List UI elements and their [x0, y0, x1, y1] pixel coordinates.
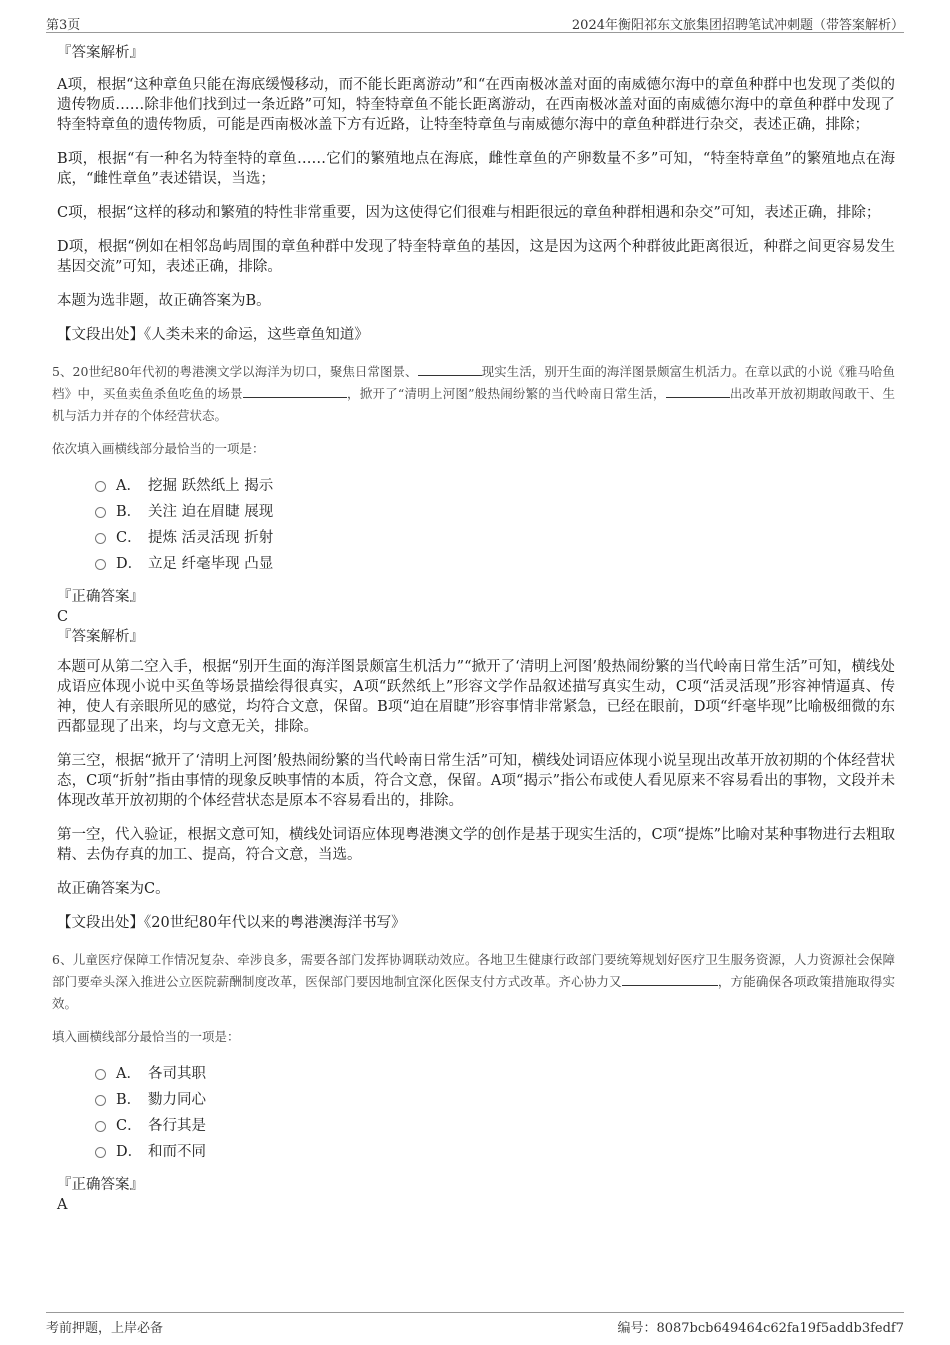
- option-text: 和而不同: [148, 1144, 206, 1160]
- option-text: 关注 迫在眉睫 展现: [148, 504, 274, 520]
- option-letter: B．: [116, 504, 142, 520]
- stem-text: 现实生活，别开生面的海洋图景颇富生机活力。在章以武的小说《雅马哈鱼档》中，买鱼卖鱼杀鱼吃鱼的场景: [52, 364, 895, 401]
- stem-text: ，方能确保各项政策措施取得实效。: [52, 974, 895, 1011]
- correct-answer: A: [57, 1197, 68, 1213]
- option-letter: D．: [116, 1144, 143, 1160]
- source-citation: 【文段出处】《人类未来的命运，这些章鱼知道》: [57, 327, 369, 343]
- option-text: 挖掘 跃然纸上 揭示: [148, 478, 274, 494]
- option-letter: D．: [116, 556, 143, 572]
- correct-answer-tag: 『正确答案』: [57, 589, 144, 605]
- analysis-paragraph: 本题为选非题，故正确答案为B。: [57, 293, 271, 309]
- option-text: 立足 纤毫毕现 凸显: [148, 556, 274, 572]
- analysis-paragraph: D项，根据“例如在相邻岛屿周围的章鱼种群中发现了特奎特章鱼的基因，这是因为这两个种群彼此距离很近，种群之间更容易发生基因交流”可知，表述正确，排除。: [57, 239, 895, 275]
- analysis-paragraph: 本题可从第二空入手，根据“别开生面的海洋图景颇富生机活力”“掀开了‘清明上河图’般热闹纷繁的当代岭南日常生活”可知，横线处成语应体现小说中买鱼等场景描绘得很真实，A项“跃然纸上”形容文学作品叙述描写真实生动，C项“活灵活现”形容神情逼真、传神，使人有亲眼所见的感觉，均符合文意，保留。B项“迫在眉睫”形容事情非常紧急，已经在眼前，D项“纤毫毕现”比喻极细微的东西都显现了出来，均与文意无关，排除。: [57, 659, 895, 735]
- analysis-paragraph: C项，根据“这样的移动和繁殖的特性非常重要，因为这使得它们很难与相距很远的章鱼种群相遇和杂交”可知，表述正确，排除；: [57, 205, 881, 221]
- analysis-paragraph: A项，根据“这种章鱼只能在海底缓慢移动，而不能长距离游动”和“在西南极冰盖对面的南威德尔海中的章鱼种群中也发现了类似的遗传物质……除非他们找到过一条近路”可知，特奎特章鱼不能长距离游动，在西南极冰盖对面的南威德尔海中的章鱼种群中发现了特奎特章鱼的遗传物质，可能是西南极冰盖下方有近路，让特奎特章鱼与南威德尔海中的章鱼种群进行杂交，表述正确，排除；: [57, 77, 895, 133]
- fill-blank: [243, 385, 347, 398]
- radio-icon[interactable]: [95, 1095, 106, 1106]
- radio-icon[interactable]: [95, 507, 106, 518]
- radio-icon[interactable]: [95, 1147, 106, 1158]
- option-text: 各行其是: [148, 1118, 206, 1134]
- option-b[interactable]: [95, 1087, 895, 1113]
- question-5-stem: [52, 361, 895, 427]
- question-prompt: 依次填入画横线部分最恰当的一项是：: [52, 441, 265, 456]
- question-6-stem: [52, 949, 895, 1015]
- option-text: 勠力同心: [148, 1092, 206, 1108]
- page-number: 第3页: [46, 18, 81, 33]
- question-prompt: 填入画横线部分最恰当的一项是：: [52, 1029, 240, 1044]
- stem-text: 5、20世纪80年代初的粤港澳文学以海洋为切口，聚焦日常图景、: [52, 364, 418, 379]
- stem-text: ，掀开了“清明上河图”般热闹纷繁的当代岭南日常生活，: [346, 386, 666, 401]
- option-text: 各司其职: [148, 1066, 206, 1082]
- analysis-paragraph: B项，根据“有一种名为特奎特的章鱼……它们的繁殖地点在海底，雌性章鱼的产卵数量不多”可知，“特奎特章鱼”的繁殖地点在海底，“雌性章鱼”表述错误，当选；: [57, 151, 895, 187]
- correct-answer-tag: 『正确答案』: [57, 1177, 144, 1193]
- stem-text: 出改革开放初期敢闯敢干、生机与活力并存的个体经营状态。: [52, 386, 895, 423]
- option-d[interactable]: [95, 551, 895, 577]
- page-footer: [46, 1312, 904, 1337]
- option-a[interactable]: [95, 1061, 895, 1087]
- footer-slogan: 考前押题，上岸必备: [46, 1321, 164, 1336]
- analysis-paragraph: 第三空，根据“掀开了‘清明上河图’般热闹纷繁的当代岭南日常生活”可知，横线处词语应体现小说呈现出改革开放初期的个体经营状态，C项“折射”指由事情的现象反映事情的本质，符合文意，保留。A项“揭示”指公布或使人看见原来不容易看出的事物，文段并未体现改革开放初期的个体经营状态是原本不容易看出的，排除。: [57, 753, 895, 809]
- option-a[interactable]: [95, 473, 895, 499]
- radio-icon[interactable]: [95, 481, 106, 492]
- analysis-paragraph: 故正确答案为C。: [57, 881, 170, 897]
- analysis-paragraph: 第一空，代入验证，根据文意可知，横线处词语应体现粤港澳文学的创作是基于现实生活的，C项“提炼”比喻对某种事物进行去粗取精、去伪存真的加工、提高，符合文意，当选。: [57, 827, 895, 863]
- source-citation: 【文段出处】《20世纪80年代以来的粤港澳海洋书写》: [57, 915, 406, 931]
- analysis-tag: 『答案解析』: [57, 45, 144, 61]
- radio-icon[interactable]: [95, 1121, 106, 1132]
- document-id: 编号：8087bcb649464c62fa19f5addb3fedf7: [617, 1321, 904, 1336]
- page-content: [52, 43, 895, 1215]
- analysis-tag: 『答案解析』: [57, 629, 144, 645]
- options-list: [95, 1061, 895, 1165]
- radio-icon[interactable]: [95, 1069, 106, 1080]
- option-letter: A．: [116, 478, 141, 494]
- options-list: [95, 473, 895, 577]
- document-title: 2024年衡阳祁东文旅集团招聘笔试冲刺题（带答案解析）: [571, 18, 904, 33]
- option-d[interactable]: [95, 1139, 895, 1165]
- stem-text: 6、儿童医疗保障工作情况复杂、牵涉良多，需要各部门发挥协调联动效应。各地卫生健康行政部门要统筹规划好医疗卫生服务资源，人力资源社会保障部门要牵头深入推进公立医院薪酬制度改革，医保部门要因地制宜深化医保支付方式改革。齐心协力又: [52, 952, 895, 989]
- option-letter: B．: [116, 1092, 142, 1108]
- fill-blank: [622, 973, 718, 986]
- option-c[interactable]: [95, 1113, 895, 1139]
- correct-answer: C: [57, 609, 69, 625]
- option-text: 提炼 活灵活现 折射: [148, 530, 274, 546]
- option-letter: C．: [116, 530, 142, 546]
- page-header: [46, 10, 904, 33]
- radio-icon[interactable]: [95, 559, 106, 570]
- fill-blank: [418, 363, 482, 376]
- option-b[interactable]: [95, 499, 895, 525]
- option-letter: C．: [116, 1118, 142, 1134]
- fill-blank: [666, 385, 730, 398]
- option-letter: A．: [116, 1066, 141, 1082]
- option-c[interactable]: [95, 525, 895, 551]
- radio-icon[interactable]: [95, 533, 106, 544]
